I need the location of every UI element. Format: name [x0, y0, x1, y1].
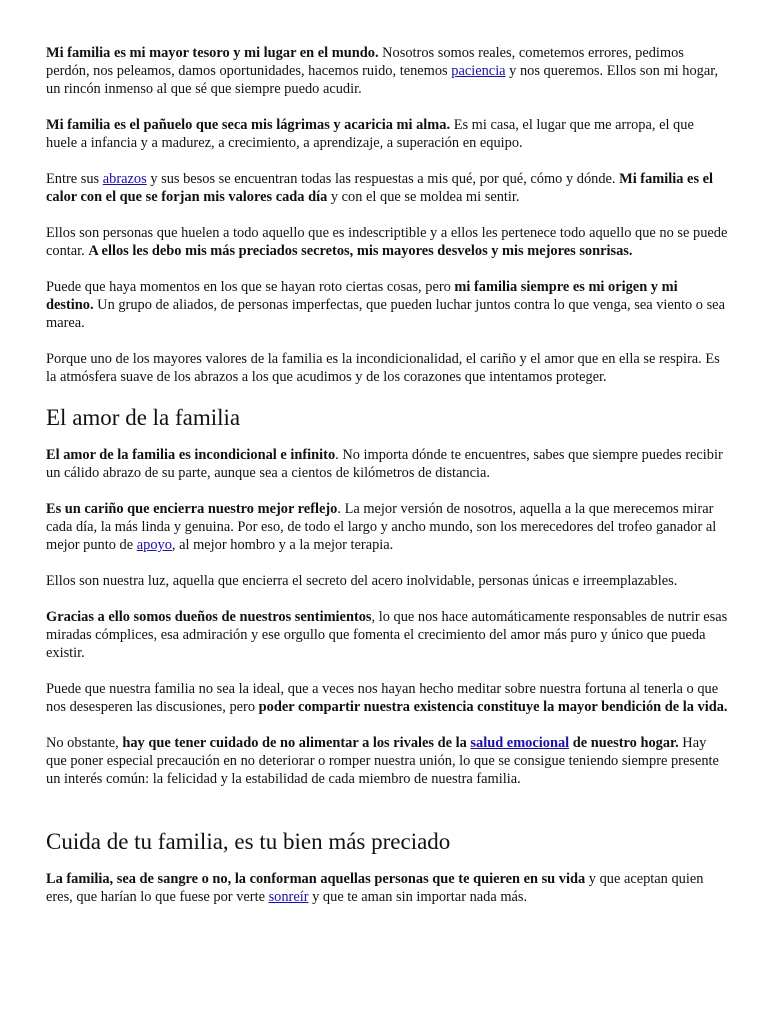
bold-text: El amor de la familia es incondicional e infinito — [46, 447, 336, 463]
paragraph-11 — [46, 680, 728, 716]
link-paciencia[interactable]: paciencia — [451, 63, 506, 79]
paragraph-4 — [46, 224, 728, 260]
body-text: y nos queremos. Ellos son mi hogar, un rincón inmenso al que sé que siempre puedo acudir. — [46, 63, 719, 97]
body-text: y con el que se moldea mi sentir. — [327, 189, 520, 205]
body-text: Hay que poner especial precaución en no deteriorar o romper nuestra unión, lo que se consigue teniendo siempre presente un interés común: la felicidad y la estabilidad de cada miembro de nuestra familia. — [46, 735, 719, 787]
paragraph-12 — [46, 734, 728, 788]
bold-text: de nuestro hogar. — [569, 735, 679, 751]
body-text: Ellos son nuestra luz, aquella que encierra el secreto del acero inolvidable, personas únicas e irreemplazables. — [46, 573, 678, 589]
paragraph-1 — [46, 44, 728, 98]
body-text: Un grupo de aliados, de personas imperfectas, que pueden luchar juntos contra lo que venga, sea viento o sea marea. — [46, 297, 725, 331]
body-text: Porque uno de los mayores valores de la familia es la incondicionalidad, el cariño y el amor que en ella se respira. Es la atmósfera suave de los abrazos a los que acudimos y de los corazones que intentamos proteger. — [46, 351, 720, 385]
bold-text: Mi familia es el pañuelo que seca mis lágrimas y acaricia mi alma. — [46, 117, 451, 133]
paragraph-6 — [46, 350, 728, 386]
paragraph-2 — [46, 116, 728, 152]
section-heading-amor: El amor de la familia — [46, 405, 241, 430]
bold-text: Mi familia es el calor con el que se forjan mis valores cada día — [46, 171, 714, 205]
paragraph-7 — [46, 446, 728, 482]
paragraph-8 — [46, 500, 728, 554]
body-text: . No importa dónde te encuentres, sabes que siempre puedes recibir un cálido abrazo de su parte, aunque sea a cientos de kilómetros de distancia. — [46, 447, 723, 481]
body-text: . La mejor versión de nosotros, aquella a la que merecemos mirar cada día, la más linda y genuina. Por eso, de todo el largo y ancho mundo, son los merecedores del trofeo ganador al mejor punto de — [46, 501, 717, 553]
paragraph-5 — [46, 278, 728, 332]
link-apoyo[interactable]: apoyo — [136, 537, 172, 553]
body-text: y que te aman sin importar nada más. — [308, 889, 528, 905]
link-abrazos[interactable]: abrazos — [102, 171, 147, 187]
paragraph-13 — [46, 870, 728, 906]
bold-text: A ellos les debo mis más preciados secretos, mis mayores desvelos y mis mejores sonrisas. — [88, 243, 633, 259]
bold-text: poder compartir nuestra existencia constituye la mayor bendición de la vida. — [258, 699, 728, 715]
bold-text: mi familia siempre es mi origen y mi destino. — [46, 279, 678, 313]
section-heading-cuida: Cuida de tu familia, es tu bien más preciado — [46, 829, 451, 854]
bold-text: Es un cariño que encierra nuestro mejor reflejo — [46, 501, 338, 517]
body-text: , al mejor hombro y a la mejor terapia. — [171, 537, 394, 553]
bold-text: Mi familia es mi mayor tesoro y mi lugar en el mundo. — [46, 45, 379, 61]
body-text: y que aceptan quien eres, que harían lo que fuese por verte — [46, 871, 704, 905]
paragraph-10 — [46, 608, 728, 662]
body-text: Puede que haya momentos en los que se hayan roto ciertas cosas, pero — [46, 279, 455, 295]
body-text: No obstante, — [46, 735, 123, 751]
body-text: y sus besos se encuentran todas las respuestas a mis qué, por qué, cómo y dónde. — [146, 171, 620, 187]
paragraph-9 — [46, 572, 728, 590]
body-text: Nosotros somos reales, cometemos errores, pedimos perdón, nos peleamos, damos oportunidades, hacemos ruido, tenemos — [46, 45, 684, 79]
bold-text: hay que tener cuidado de no alimentar a los rivales de la — [122, 735, 471, 751]
body-text: , lo que nos hace automáticamente responsables de nutrir esas miradas cómplices, esa admiración y ese orgullo que fomenta el crecimiento del amor más puro y único que pueda existir. — [46, 609, 728, 661]
paragraph-3 — [46, 170, 728, 206]
link-salud-emocional[interactable] — [470, 735, 569, 751]
bold-text: Gracias a ello somos dueños de nuestros sentimientos — [46, 609, 372, 625]
body-text: Puede que nuestra familia no sea la ideal, que a veces nos hayan hecho meditar sobre nuestra fortuna al tenerla o que nos desesperen las discusiones, pero — [46, 681, 719, 715]
body-text: Es mi casa, el lugar que me arropa, el que huele a infancia y a madurez, a crecimiento, a aprendizaje, a superación en equipo. — [46, 117, 694, 151]
bold-text: La familia, sea de sangre o no, la conforman aquellas personas que te quieren en su vida — [46, 871, 586, 887]
link-sonreir[interactable]: sonreír — [268, 889, 309, 905]
body-text: Entre sus — [46, 171, 103, 187]
body-text: Ellos son personas que huelen a todo aquello que es indescriptible y a ellos les pertenece todo aquello que no se puede contar. — [46, 225, 728, 259]
bold-link-text: salud emocional — [470, 735, 570, 751]
